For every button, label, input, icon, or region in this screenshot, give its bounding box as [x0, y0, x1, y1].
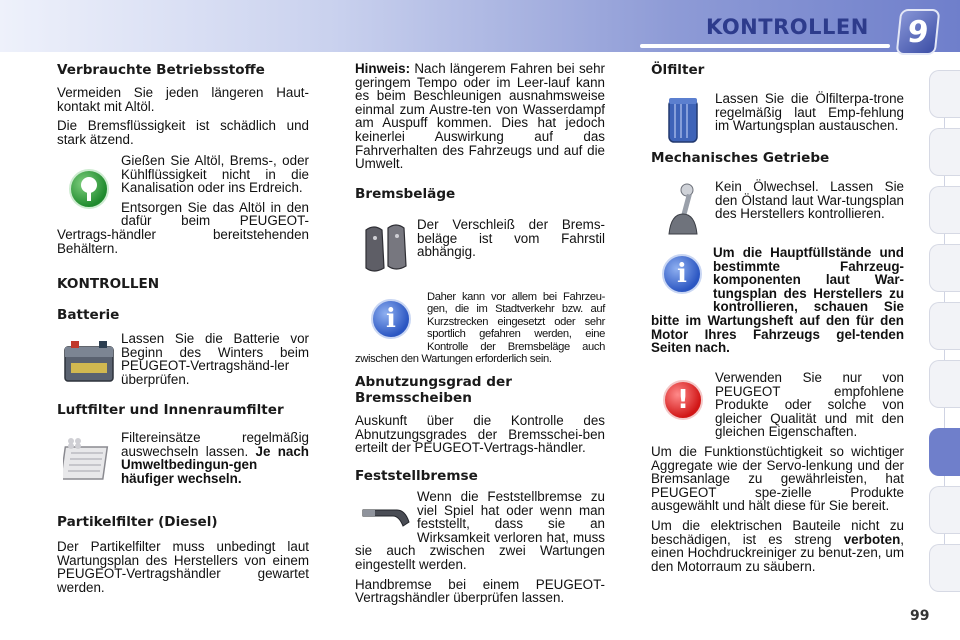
side-tab-5[interactable] — [929, 302, 960, 350]
oil-filter-text: Lassen Sie die Ölfilterpa-trone regelmäßig laut Emp-fehlung im Wartungsplan austauschen. — [715, 91, 904, 134]
gear-lever-icon — [651, 180, 715, 238]
battery-heading: Batterie — [57, 307, 120, 323]
air-filter-icon — [57, 431, 121, 487]
tree-environment-icon — [57, 154, 121, 224]
side-tab-3[interactable] — [929, 186, 960, 234]
parking-brake-heading: Feststellbremse — [355, 468, 478, 484]
brake-discs-text: Auskunft über die Kontrolle des Abnutzungsgrades der Bremsschei-ben erteilt der PEUGEOT-Vertrags-händler. — [355, 413, 605, 456]
oil-paragraph-4: Entsorgen Sie das Altöl in den dafür beim PEUGEOT-Vertrags-händler bereitstehenden Behältern. — [57, 199, 309, 256]
side-tab-2[interactable] — [929, 128, 960, 176]
oil-paragraph-2: Die Bremsflüssigkeit ist schädlich und stark ätzend. — [57, 118, 309, 147]
page-header — [0, 0, 960, 58]
brake-discs-heading: Abnutzungsgrad der Bremsscheiben — [355, 374, 512, 406]
dpf-text: Der Partikelfilter muss unbedingt laut Wartungsplan des Herstellers von einem PEUGEOT-Vertragshändler gewartet werden. — [57, 539, 309, 595]
info-bold-text: Um die Hauptfüllstände und bestimmte Fahrzeug-komponenten laut War-tungsplan des Herstellers zu kontrollieren, schauen Sie bitte im Wartungsheft auf den für den Motor Ihres Fahrzeugs gel-tenden Seiten nach. — [651, 245, 904, 356]
filter-heading: Luftfilter und Innenraumfilter — [57, 402, 284, 418]
filter-bold-text: Je nach Umweltbedingun-gen häufiger wechseln. — [121, 443, 309, 486]
hint-label: Hinweis: — [355, 61, 411, 76]
function-text: Um die Funktionstüchtigkeit so wichtiger Aggregate wie der Servo-lenkung und der Bremsanlage zu gewährleisten, hat PEUGEOT spe-zielle Produkte ausgewählt und hält diese für Sie bereit. — [651, 443, 904, 514]
brake-pads-heading: Bremsbeläge — [355, 186, 456, 202]
hint-text: Nach längerem Fahren bei sehr geringem Tempo oder im Leer-lauf kann es beim Beschleunigen ausnahmsweise einmal zum Austre-ten von Wasserdampf am Auspuff kommen. Dies hat jedoch keinerlei Auswirkung auf das Fahrverhalten des Fahrzeugs und auf die Umwelt. — [355, 61, 605, 172]
page-title: KONTROLLEN — [706, 15, 869, 39]
chapter-badge: 9 — [896, 9, 941, 55]
dpf-heading: Partikelfilter (Diesel) — [57, 514, 218, 530]
side-tab-6[interactable] — [929, 360, 960, 408]
brake-pads-text: Der Verschleiß der Brems-beläge ist vom Fahrstil abhängig. — [417, 217, 605, 260]
parking-brake-text: Wenn die Feststellbremse zu viel Spiel hat oder wenn man feststellt, dass sie an Wirksamkeit verloren hat, muss sie auch zwischen zwei Wartungen eingestellt werden. — [355, 489, 605, 572]
handbrake-icon — [355, 490, 417, 544]
page-number: 99 — [910, 608, 930, 624]
electric-text-2: , einen Hochdruckreiniger zu benut-zen, um den Motorraum zu säubern. — [651, 531, 904, 574]
side-tab-active[interactable] — [929, 428, 960, 476]
oil-filter-icon — [651, 92, 715, 150]
oil-heading: Verbrauchte Betriebsstoffe — [57, 62, 265, 78]
gearbox-heading: Mechanisches Getriebe — [651, 150, 830, 166]
oil-paragraph-1: Vermeiden Sie jeden längeren Haut-kontakt mit Altöl. — [57, 85, 309, 114]
side-tab-4[interactable] — [929, 244, 960, 292]
filter-text: Filtereinsätze regelmäßig auswechseln lassen. — [121, 430, 309, 459]
section-heading: KONTROLLEN — [57, 276, 160, 292]
gearbox-text: Kein Ölwechsel. Lassen Sie den Ölstand laut War-tungsplan des Herstellers kontrollieren. — [715, 179, 904, 222]
electric-bold-text: verboten — [843, 531, 901, 547]
side-tab-9[interactable] — [929, 544, 960, 592]
oil-filter-heading: Ölfilter — [651, 62, 705, 78]
electric-text: Um die elektrischen Bauteile nicht zu beschädigen, ist es streng — [651, 517, 904, 547]
header-stripe — [640, 44, 890, 48]
side-tab-1[interactable] — [929, 70, 960, 118]
side-tab-8[interactable] — [929, 486, 960, 534]
info-icon: i — [355, 291, 427, 347]
oil-paragraph-3: Gießen Sie Altöl, Brems-, oder Kühlflüssigkeit nicht in die Kanalisation oder ins Erdreich. — [121, 153, 309, 196]
info-icon-2: i — [651, 246, 713, 302]
brake-pads-note: Daher kann vor allem bei Fahrzeu-gen, die im Stadtverkehr bzw. auf Kurzstrecken eingesetzt oder sehr sportlich gefahren werden, eine Kontrolle der Bremsbeläge auch zwischen den Wartungen erforderlich sein. — [355, 291, 605, 366]
battery-text: Lassen Sie die Batterie vor Beginn des Winters beim PEUGEOT-Vertragshänd-ler überprüfen. — [121, 331, 309, 387]
brake-pads-icon — [355, 218, 417, 278]
warning-text: Verwenden Sie nur von PEUGEOT empfohlene Produkte oder solche von gleicher Qualität und mit den gleichen Eigenschaften. — [715, 370, 904, 440]
parking-brake-text-2: Handbremse bei einem PEUGEOT-Vertragshändler überprüfen lassen. — [355, 576, 605, 606]
warning-icon: ! — [651, 371, 715, 429]
battery-icon — [57, 332, 121, 388]
